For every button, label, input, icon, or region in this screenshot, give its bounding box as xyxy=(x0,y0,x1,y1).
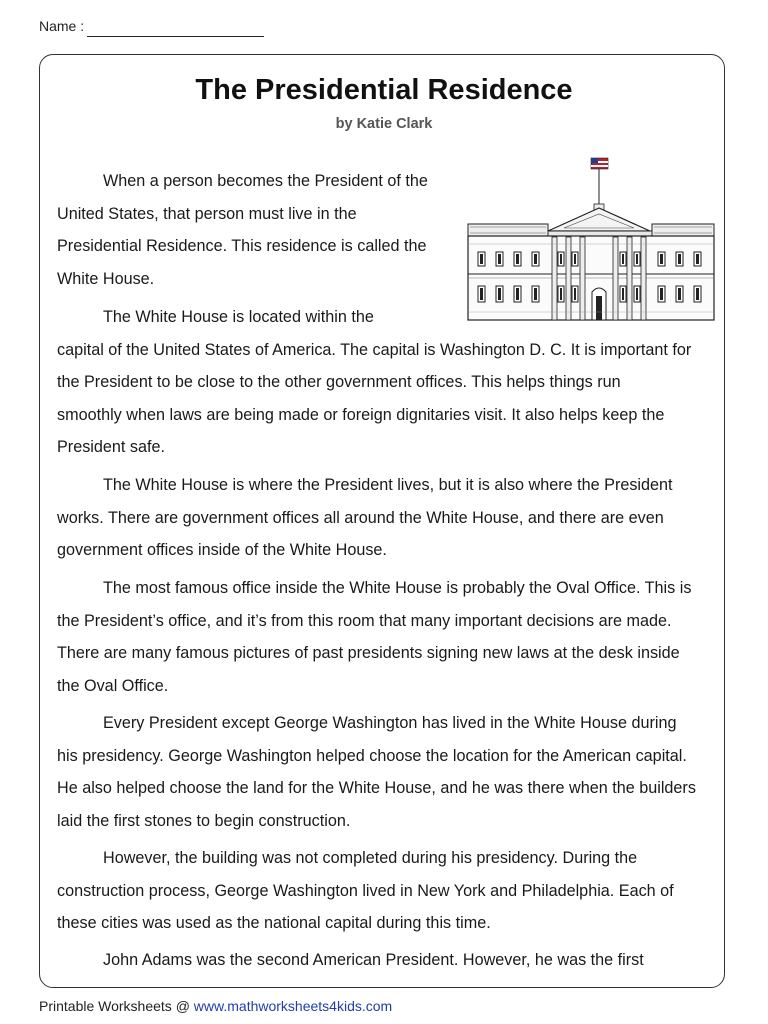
name-underline xyxy=(87,36,264,37)
paragraph-6 xyxy=(57,842,674,940)
paragraph-line: White House. xyxy=(57,269,155,288)
author-byline: by Katie Clark xyxy=(335,116,433,132)
paragraph-line: government offices inside of the White House. xyxy=(57,541,387,559)
paragraph-line: laid the first stones to begin construction. xyxy=(57,811,351,830)
paragraph-line: Presidential Residence. This residence is called the xyxy=(57,237,427,255)
footer xyxy=(39,998,392,1014)
paragraph-line: the President’s office, and it’s from this room that many important decisions are made. xyxy=(57,611,672,630)
paragraph-1 xyxy=(57,165,428,295)
paragraph-line: the Oval Office. xyxy=(57,676,169,695)
paragraph-3 xyxy=(57,469,673,567)
paragraph-2 xyxy=(57,301,691,464)
paragraph-5 xyxy=(57,707,696,837)
paragraph-line: There are many famous pictures of past presidents signing new laws at the desk inside xyxy=(57,644,680,662)
paragraph-line: works. There are government offices all around the White House, and there are even xyxy=(57,508,664,527)
footer-prefix: Printable Worksheets @ xyxy=(39,998,190,1014)
white-house-icon xyxy=(466,156,716,321)
paragraph-line: United States, that person must live in the xyxy=(57,204,357,223)
paragraph-7 xyxy=(57,944,644,977)
name-label: Name : xyxy=(39,18,85,34)
paragraph-line: The White House is where the President lives, but it is also where the President xyxy=(103,476,673,494)
paragraph-line: John Adams was the second American President. However, he was the first xyxy=(103,951,644,969)
paragraph-line: capital of the United States of America. The capital is Washington D. C. It is important for xyxy=(57,340,692,359)
paragraph-line: construction process, George Washington lived in New York and Philadelphia. Each of xyxy=(57,881,674,900)
paragraph-line: When a person becomes the President of the xyxy=(103,172,428,190)
paragraph-line: his presidency. George Washington helped choose the location for the American capital. xyxy=(57,746,687,765)
paragraph-4 xyxy=(57,572,691,702)
paragraph-line: the President to be close to the other government offices. This helps things run xyxy=(57,373,621,391)
page-title: The Presidential Residence xyxy=(195,74,573,106)
paragraph-line: President safe. xyxy=(57,438,165,456)
paragraph-line: smoothly when laws are being made or foreign dignitaries visit. It also helps keep the xyxy=(57,405,665,424)
footer-website-link[interactable]: www.mathworksheets4kids.com xyxy=(193,998,393,1014)
paragraph-line: However, the building was not completed during his presidency. During the xyxy=(103,849,638,867)
paragraph-line: The most famous office inside the White House is probably the Oval Office. This is xyxy=(103,579,692,597)
paragraph-line: Every President except George Washington has lived in the White House during xyxy=(103,714,677,732)
paragraph-line: The White House is located within the xyxy=(103,308,374,326)
paragraph-line: these cities was used as the national capital during this time. xyxy=(57,914,491,932)
paragraph-line: He also helped choose the land for the White House, and he was there when the builders xyxy=(57,779,696,797)
